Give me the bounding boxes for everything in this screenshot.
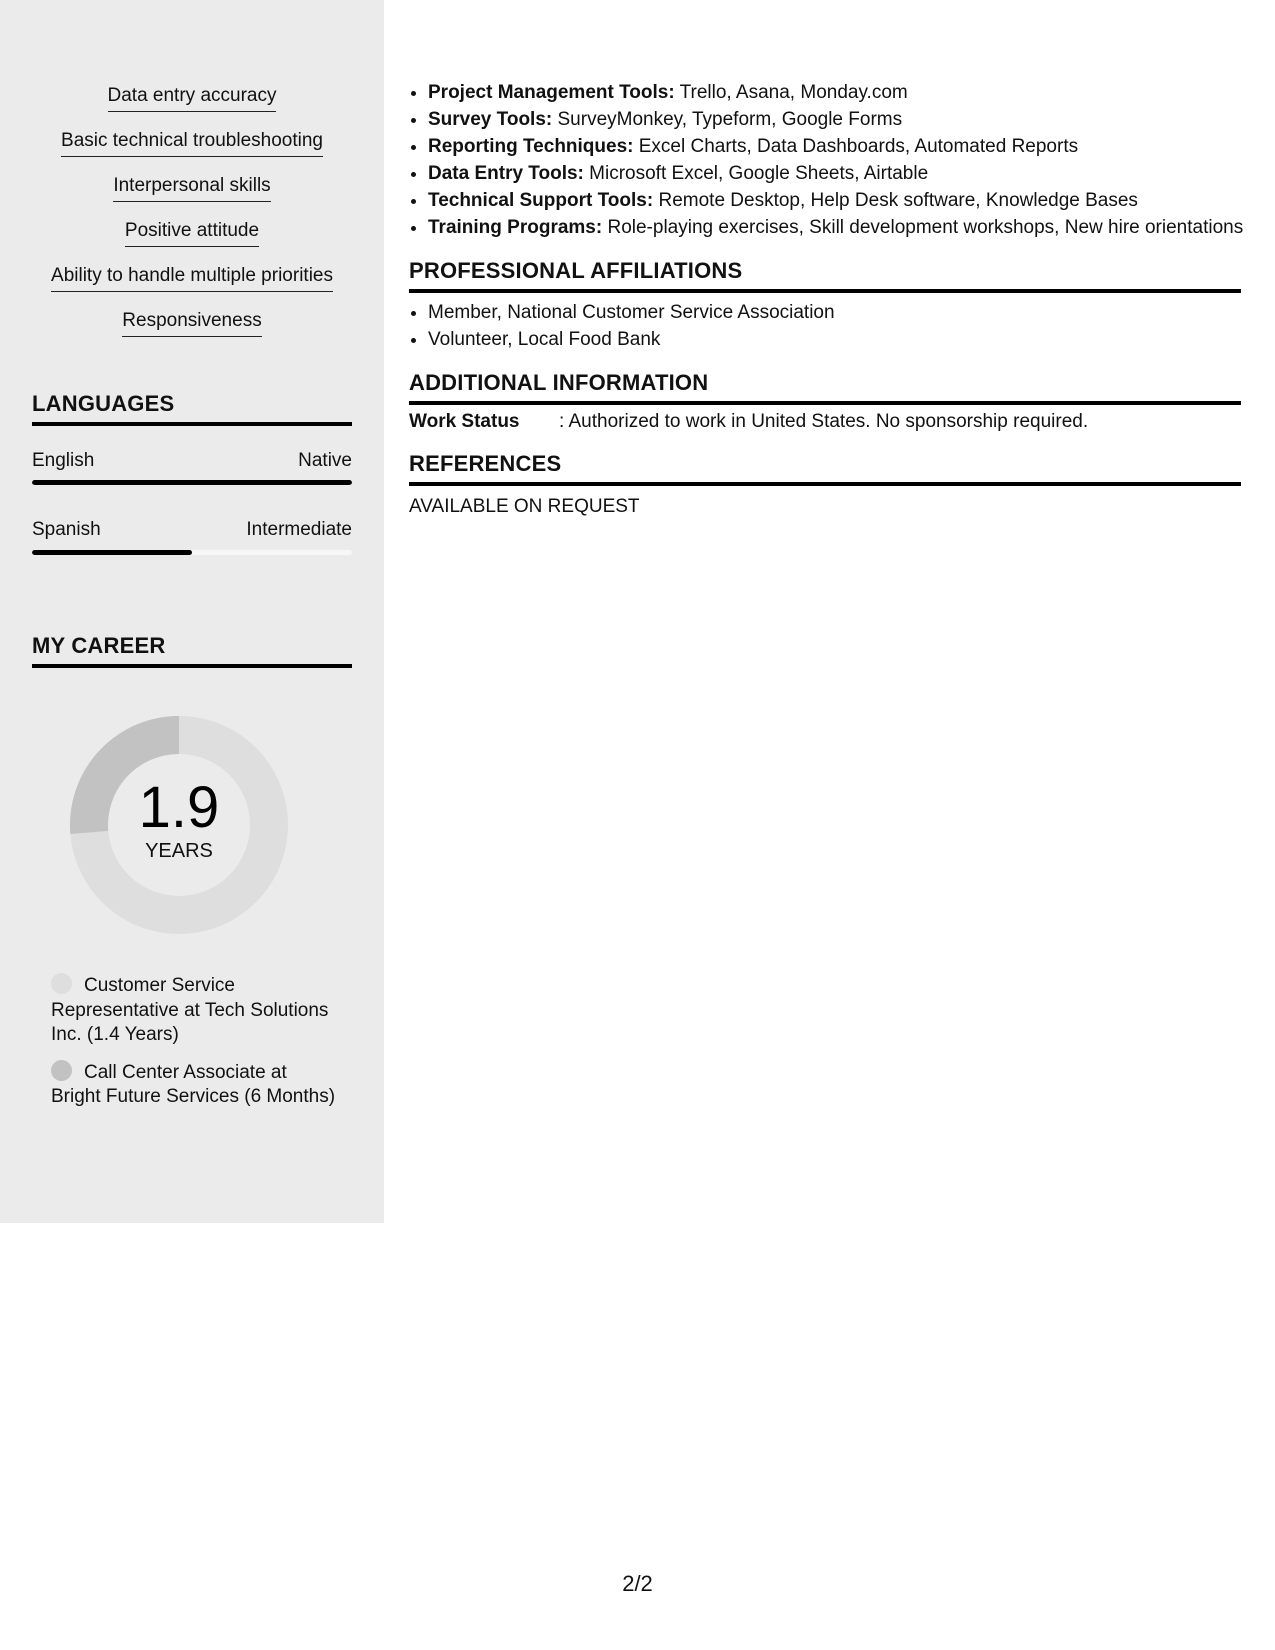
career-total-unit: YEARS [145,840,213,862]
references-text: AVAILABLE ON REQUEST [409,496,640,517]
work-status-label: Work Status [409,411,520,432]
career-heading: MY CAREER [32,632,352,668]
skill-item: Positive attitude [0,219,384,264]
page-number: 2/2 [622,1571,653,1596]
work-status-row [409,409,1088,435]
tools-item: • Reporting Techniques: Excel Charts, Data Dashboards, Automated Reports [428,133,1258,160]
language-level: Native [298,450,352,471]
language-name: English [32,450,95,471]
skill-item: Ability to handle multiple priorities [0,264,384,309]
language-bar-spanish [32,550,352,555]
language-bar-fill [32,480,352,485]
career-legend-item: Call Center Associate at Bright Future Services (6 Months) [51,1061,336,1107]
tools-item: • Technical Support Tools: Remote Desktop, Help Desk software, Knowledge Bases [428,187,1258,214]
skill-item: Interpersonal skills [0,174,384,219]
career-donut-center [66,712,292,938]
additional-info-heading: ADDITIONAL INFORMATION [409,369,1241,405]
career-legend [51,973,341,1122]
skill-item: Basic technical troubleshooting [0,129,384,174]
legend-dot-icon [51,1060,72,1081]
affiliations-heading: PROFESSIONAL AFFILIATIONS [409,257,1241,293]
legend-dot-icon [51,973,72,994]
tools-item: • Training Programs: Role-playing exercises, Skill development workshops, New hire orientations [428,214,1258,241]
references-heading: REFERENCES [409,450,1241,486]
language-row-english [32,449,352,473]
career-legend-item: Customer Service Representative at Tech Solutions Inc. (1.4 Years) [51,975,329,1045]
tools-item: • Survey Tools: SurveyMonkey, Typeform, Google Forms [428,106,1258,133]
skill-item: Data entry accuracy [0,84,384,129]
languages-heading: LANGUAGES [32,390,352,426]
career-total-years: 1.9 [138,775,220,840]
language-name: Spanish [32,519,101,540]
affiliation-item: • Volunteer, Local Food Bank [428,326,835,353]
career-donut-chart [66,712,292,938]
affiliations-list [409,299,835,353]
skill-item: Responsiveness [0,309,384,354]
tools-item: • Project Management Tools: Trello, Asana, Monday.com [428,79,1258,106]
tools-item: • Data Entry Tools: Microsoft Excel, Google Sheets, Airtable [428,160,1258,187]
sidebar [0,0,384,1223]
language-level: Intermediate [246,519,352,540]
language-row-spanish [32,518,352,542]
language-bar-fill [32,550,192,555]
language-bar-english [32,480,352,485]
skills-list [0,84,384,354]
affiliation-item: • Member, National Customer Service Association [428,299,835,326]
work-status-value: : Authorized to work in United States. No sponsorship required. [559,411,1089,432]
tools-list [409,79,1258,241]
